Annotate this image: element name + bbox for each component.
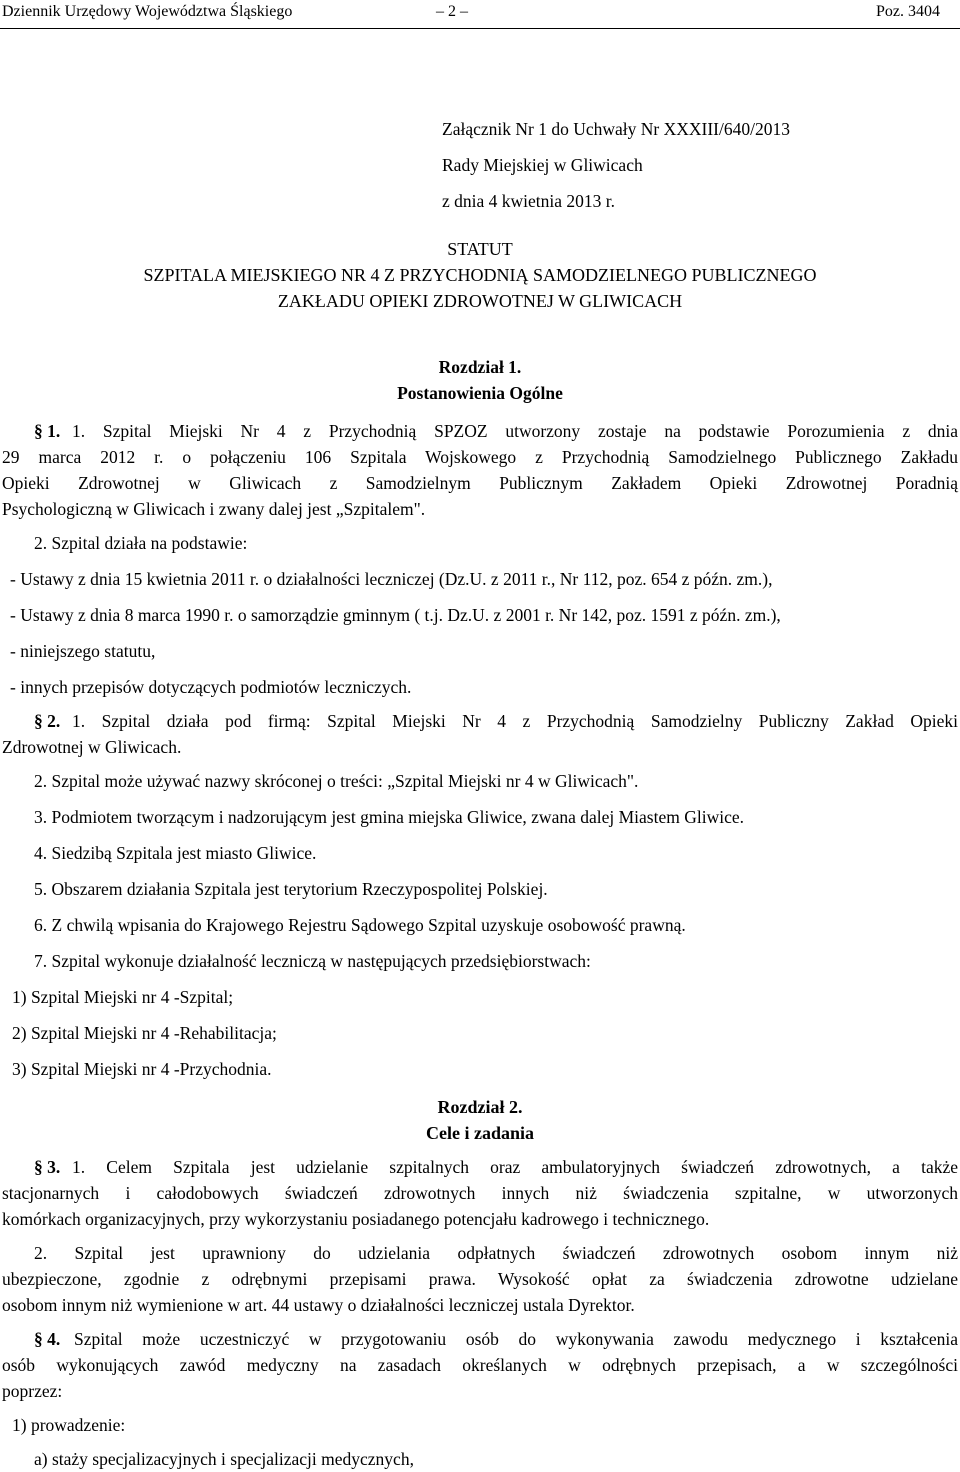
paragraph-2-item: 2. Szpital może używać nazwy skróconej o treści: „Szpital Miejski nr 4 w Gliwicach".: [34, 771, 639, 791]
page-header: [0, 0, 960, 30]
legal-basis-item: - Ustawy z dnia 15 kwietnia 2011 r. o działalności leczniczej (Dz.U. z 2011 r., Nr 112, poz. 654 z późn. zm.),: [10, 569, 773, 589]
chapter-2-heading: Rozdział 2.: [437, 1097, 523, 1117]
paragraph-1-symbol: § 1.: [34, 421, 61, 441]
legal-basis-item: - innych przepisów dotyczących podmiotów leczniczych.: [10, 677, 412, 697]
paragraph-2-line-2: Zdrowotnej w Gliwicach.: [2, 737, 182, 757]
paragraph-4-line-1: Szpital może uczestniczyć w przygotowaniu osób do wykonywania zawodu medycznego i kształcenia: [74, 1329, 958, 1349]
training-item-1: 1) prowadzenie:: [12, 1415, 126, 1435]
paragraph-3-line-1: 1. Celem Szpitala jest udzielanie szpitalnych oraz ambulatoryjnych świadczeń zdrowotnych, a także: [72, 1157, 958, 1177]
paragraph-1-line-1: 1. Szpital Miejski Nr 4 z Przychodnią SPZOZ utworzony zostaje na podstawie Porozumienia z dnia: [72, 421, 958, 441]
paragraph-4-symbol: § 4.: [34, 1329, 61, 1349]
paragraph-2-symbol: § 2.: [34, 711, 61, 731]
paragraph-2-item: 6. Z chwilą wpisania do Krajowego Rejestru Sądowego Szpital uzyskuje osobowość prawną.: [34, 915, 686, 935]
paragraph-2-item: 3. Podmiotem tworzącym i nadzorującym jest gmina miejska Gliwice, zwana dalej Miastem Gliwice.: [34, 807, 745, 827]
attachment-line-2: Rady Miejskiej w Gliwicach: [442, 155, 643, 175]
journal-name: Dziennik Urzędowy Województwa Śląskiego: [2, 3, 293, 20]
paragraph-1-number: [34, 418, 60, 444]
statute-title: STATUT: [447, 239, 513, 259]
paragraph-4-line-2: osób wykonujących zawód medyczny na zasadach określanych w odrębnych przepisach, a w szczególności: [2, 1355, 958, 1375]
paragraph-1-item-2: 2. Szpital działa na podstawie:: [34, 533, 248, 553]
chapter-1-subheading: Postanowienia Ogólne: [397, 383, 563, 403]
paragraph-3-line-3: komórkach organizacyjnych, przy wykorzystaniu posiadanego potencjału kadrowego i technicznego.: [2, 1209, 710, 1229]
statute-title-line-2: SZPITALA MIEJSKIEGO NR 4 Z PRZYCHODNIĄ SAMODZIELNEGO PUBLICZNEGO: [143, 265, 817, 285]
paragraph-3-item-2-line-2: ubezpieczone, zgodnie z odrębnymi przepisami prawa. Wysokość opłat za świadczenia zdrowotne udzielane: [2, 1269, 958, 1289]
attachment-line-1: Załącznik Nr 1 do Uchwały Nr XXXIII/640/2013: [442, 119, 790, 139]
paragraph-3-item-2-line-3: osobom innym niż wymienione w art. 44 ustawy o działalności leczniczej ustala Dyrektor.: [2, 1295, 635, 1315]
legal-basis-item: - niniejszego statutu,: [10, 641, 156, 661]
header-divider: [0, 28, 960, 29]
paragraph-3-item-2-line-1: 2. Szpital jest uprawniony do udzielania odpłatnych świadczeń zdrowotnych osobom innym niż: [34, 1243, 958, 1263]
paragraph-3-symbol: § 3.: [34, 1157, 61, 1177]
paragraph-3-line-2: stacjonarnych i całodobowych świadczeń zdrowotnych innych niż świadczenia szpitalne, w utworzonych: [2, 1183, 958, 1203]
paragraph-1-line-2: 29 marca 2012 r. o połączeniu 106 Szpitala Wojskowego z Przychodnią Samodzielnego Publicznego Zakładu: [2, 447, 958, 467]
paragraph-3-number: [34, 1154, 60, 1180]
enterprise-item: 1) Szpital Miejski nr 4 -Szpital;: [12, 987, 234, 1007]
paragraph-4-number: [34, 1326, 60, 1352]
page-number: – 2 –: [436, 3, 468, 20]
enterprise-item: 3) Szpital Miejski nr 4 -Przychodnia.: [12, 1059, 272, 1079]
paragraph-2-number: [34, 708, 60, 734]
training-item-1a: a) staży specjalizacyjnych i specjalizacji medycznych,: [34, 1449, 414, 1469]
position-number: Poz. 3404: [876, 3, 940, 20]
paragraph-1-line-4: Psychologiczną w Gliwicach i zwany dalej jest „Szpitalem".: [2, 499, 426, 519]
paragraph-2-item: 5. Obszarem działania Szpitala jest terytorium Rzeczypospolitej Polskiej.: [34, 879, 548, 899]
paragraph-2-line-1: 1. Szpital działa pod firmą: Szpital Miejski Nr 4 z Przychodnią Samodzielny Publiczny Zakład Opieki: [72, 711, 958, 731]
legal-basis-item: - Ustawy z dnia 8 marca 1990 r. o samorządzie gminnym ( t.j. Dz.U. z 2001 r. Nr 142, poz. 1591 z późn. zm.),: [10, 605, 781, 625]
paragraph-2-item: 7. Szpital wykonuje działalność leczniczą w następujących przedsiębiorstwach:: [34, 951, 591, 971]
chapter-1-heading: Rozdział 1.: [438, 357, 522, 377]
chapter-2-subheading: Cele i zadania: [426, 1123, 534, 1143]
attachment-line-3: z dnia 4 kwietnia 2013 r.: [442, 191, 616, 211]
paragraph-1-line-3: Opieki Zdrowotnej w Gliwicach z Samodzielnym Publicznym Zakładem Opieki Zdrowotnej Poradnią: [2, 473, 958, 493]
enterprise-item: 2) Szpital Miejski nr 4 -Rehabilitacja;: [12, 1023, 277, 1043]
paragraph-4-line-3: poprzez:: [2, 1381, 63, 1401]
statute-title-line-3: ZAKŁADU OPIEKI ZDROWOTNEJ W GLIWICACH: [277, 291, 683, 311]
paragraph-2-item: 4. Siedzibą Szpitala jest miasto Gliwice.: [34, 843, 317, 863]
